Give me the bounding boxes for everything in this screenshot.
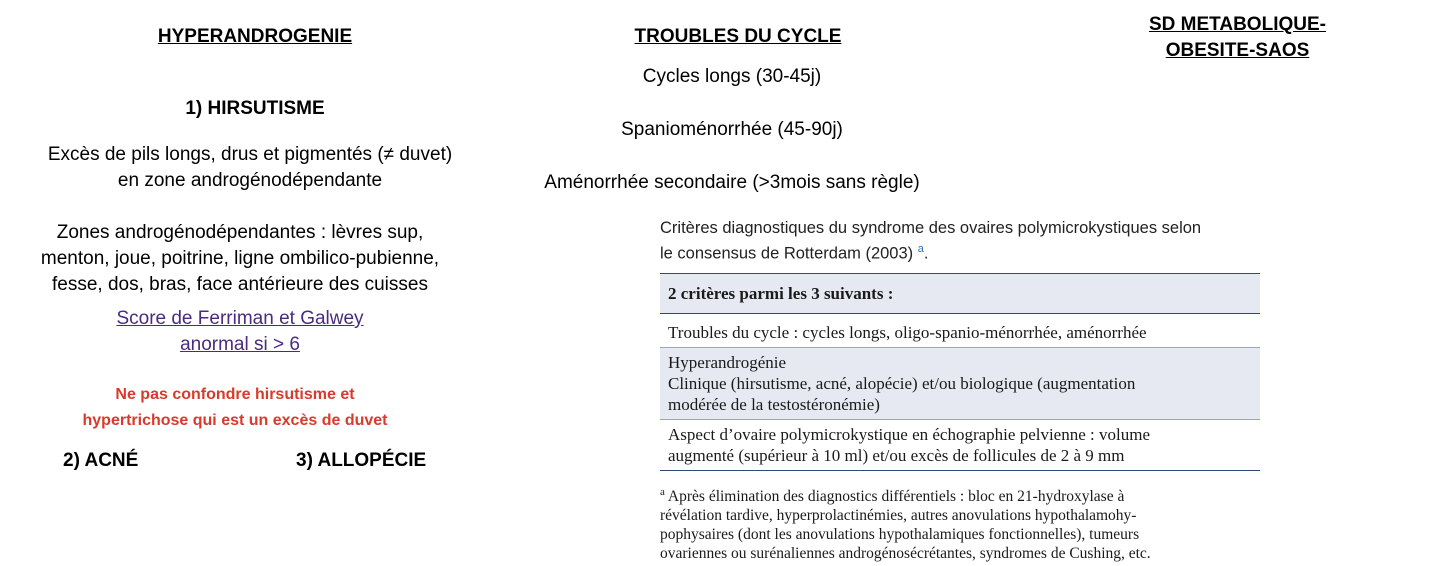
alopecie-title: 3) ALLOPÉCIE (296, 450, 427, 471)
androgen-zones (0, 220, 480, 298)
footnote-line-3: pophysaires (dont les anovulations hypothalamiques fonctionnelles), tumeurs (660, 525, 1140, 543)
row2-line-2: Clinique (hirsutisme, acné, alopécie) et/ou biologique (augmentation (668, 373, 1136, 393)
metabolique-heading-line-1: SD METABOLIQUE- (1149, 14, 1326, 35)
definition-line-2: en zone androgénodépendante (117, 170, 383, 191)
criteria-table-header: 2 critères parmi les 3 suivants : (660, 273, 1260, 314)
cycle-item-2: Spanioménorrhée (45-90j) (621, 119, 843, 140)
footnote-line-1-text: Après élimination des diagnostics différentiels : bloc en 21-hydroxylase à (667, 487, 1125, 505)
row3-line-1: Aspect d’ovaire polymicrokystique en échographie pelvienne : volume (668, 424, 1150, 444)
footnote-line-2: révélation tardive, hyperprolactinémies, autres anovulations hypothalamohy- (660, 506, 1137, 524)
footnote-line-4: ovariennes ou surénaliennes androgénosécrétantes, syndromes de Cushing, etc. (660, 544, 1151, 562)
hirsutisme-title: 1) HIRSUTISME (185, 98, 325, 119)
score-link-line-2[interactable]: anormal si > 6 (180, 334, 300, 355)
row2-line-1: Hyperandrogénie (668, 352, 787, 372)
metabolique-heading (1110, 12, 1365, 64)
criteria-title-line-1: Critères diagnostiques du syndrome des ovaires polymicrokystiques selon (660, 219, 1202, 237)
criteria-title-line-2 (660, 239, 1260, 265)
criteria-title-end: . (923, 244, 929, 263)
definition-line-1: Excès de pils longs, drus et pigmentés (≠ duvet) (47, 144, 453, 165)
score-link-line-1[interactable]: Score de Ferriman et Galwey (116, 308, 364, 329)
cycle-item-3: Aménorrhée secondaire (>3mois sans règle) (544, 172, 920, 193)
row3-line-2: augmenté (supérieur à 10 ml) et/ou excès de follicules de 2 à 9 mm (668, 445, 1125, 465)
troubles-cycle-heading: TROUBLES DU CYCLE (634, 26, 842, 47)
hirsutisme-definition (0, 142, 500, 194)
hirsutisme-warning (30, 382, 440, 434)
zones-line-2: menton, joue, poitrine, ligne ombilico-pubienne, (40, 248, 440, 269)
criteria-footnote (660, 483, 1260, 563)
hyperandrogenie-heading: HYPERANDROGENIE (157, 26, 353, 47)
footnote-ref-marker: a (917, 243, 924, 255)
acne-title: 2) ACNÉ (63, 450, 139, 471)
zones-line-3: fesse, dos, bras, face antérieure des cuisses (52, 274, 428, 295)
criteria-table (660, 273, 1260, 471)
footnote-line-1 (660, 483, 1260, 506)
metabolique-heading-line-2: OBESITE-SAOS (1165, 40, 1310, 61)
footnote-marker: a (660, 485, 665, 498)
row2-line-3: modérée de la testostéronémie) (668, 394, 880, 414)
rotterdam-criteria-figure (660, 218, 1260, 563)
warning-line-2: hypertrichose qui est un excès de duvet (82, 412, 388, 429)
criteria-row-hyperandrogenie (660, 348, 1260, 420)
cycle-item-1: Cycles longs (30-45j) (642, 66, 822, 87)
zones-line-1: Zones androgénodépendantes : lèvres sup, (56, 222, 424, 243)
criteria-row-echographie (660, 420, 1260, 471)
criteria-title-line-2-text: le consensus de Rotterdam (2003) (660, 244, 914, 263)
warning-line-1: Ne pas confondre hirsutisme et (115, 386, 355, 403)
criteria-row-cycle: Troubles du cycle : cycles longs, oligo-spanio-ménorrhée, aménorrhée (660, 314, 1260, 348)
criteria-title (660, 218, 1260, 265)
ferriman-galwey-score-link[interactable] (60, 306, 420, 358)
